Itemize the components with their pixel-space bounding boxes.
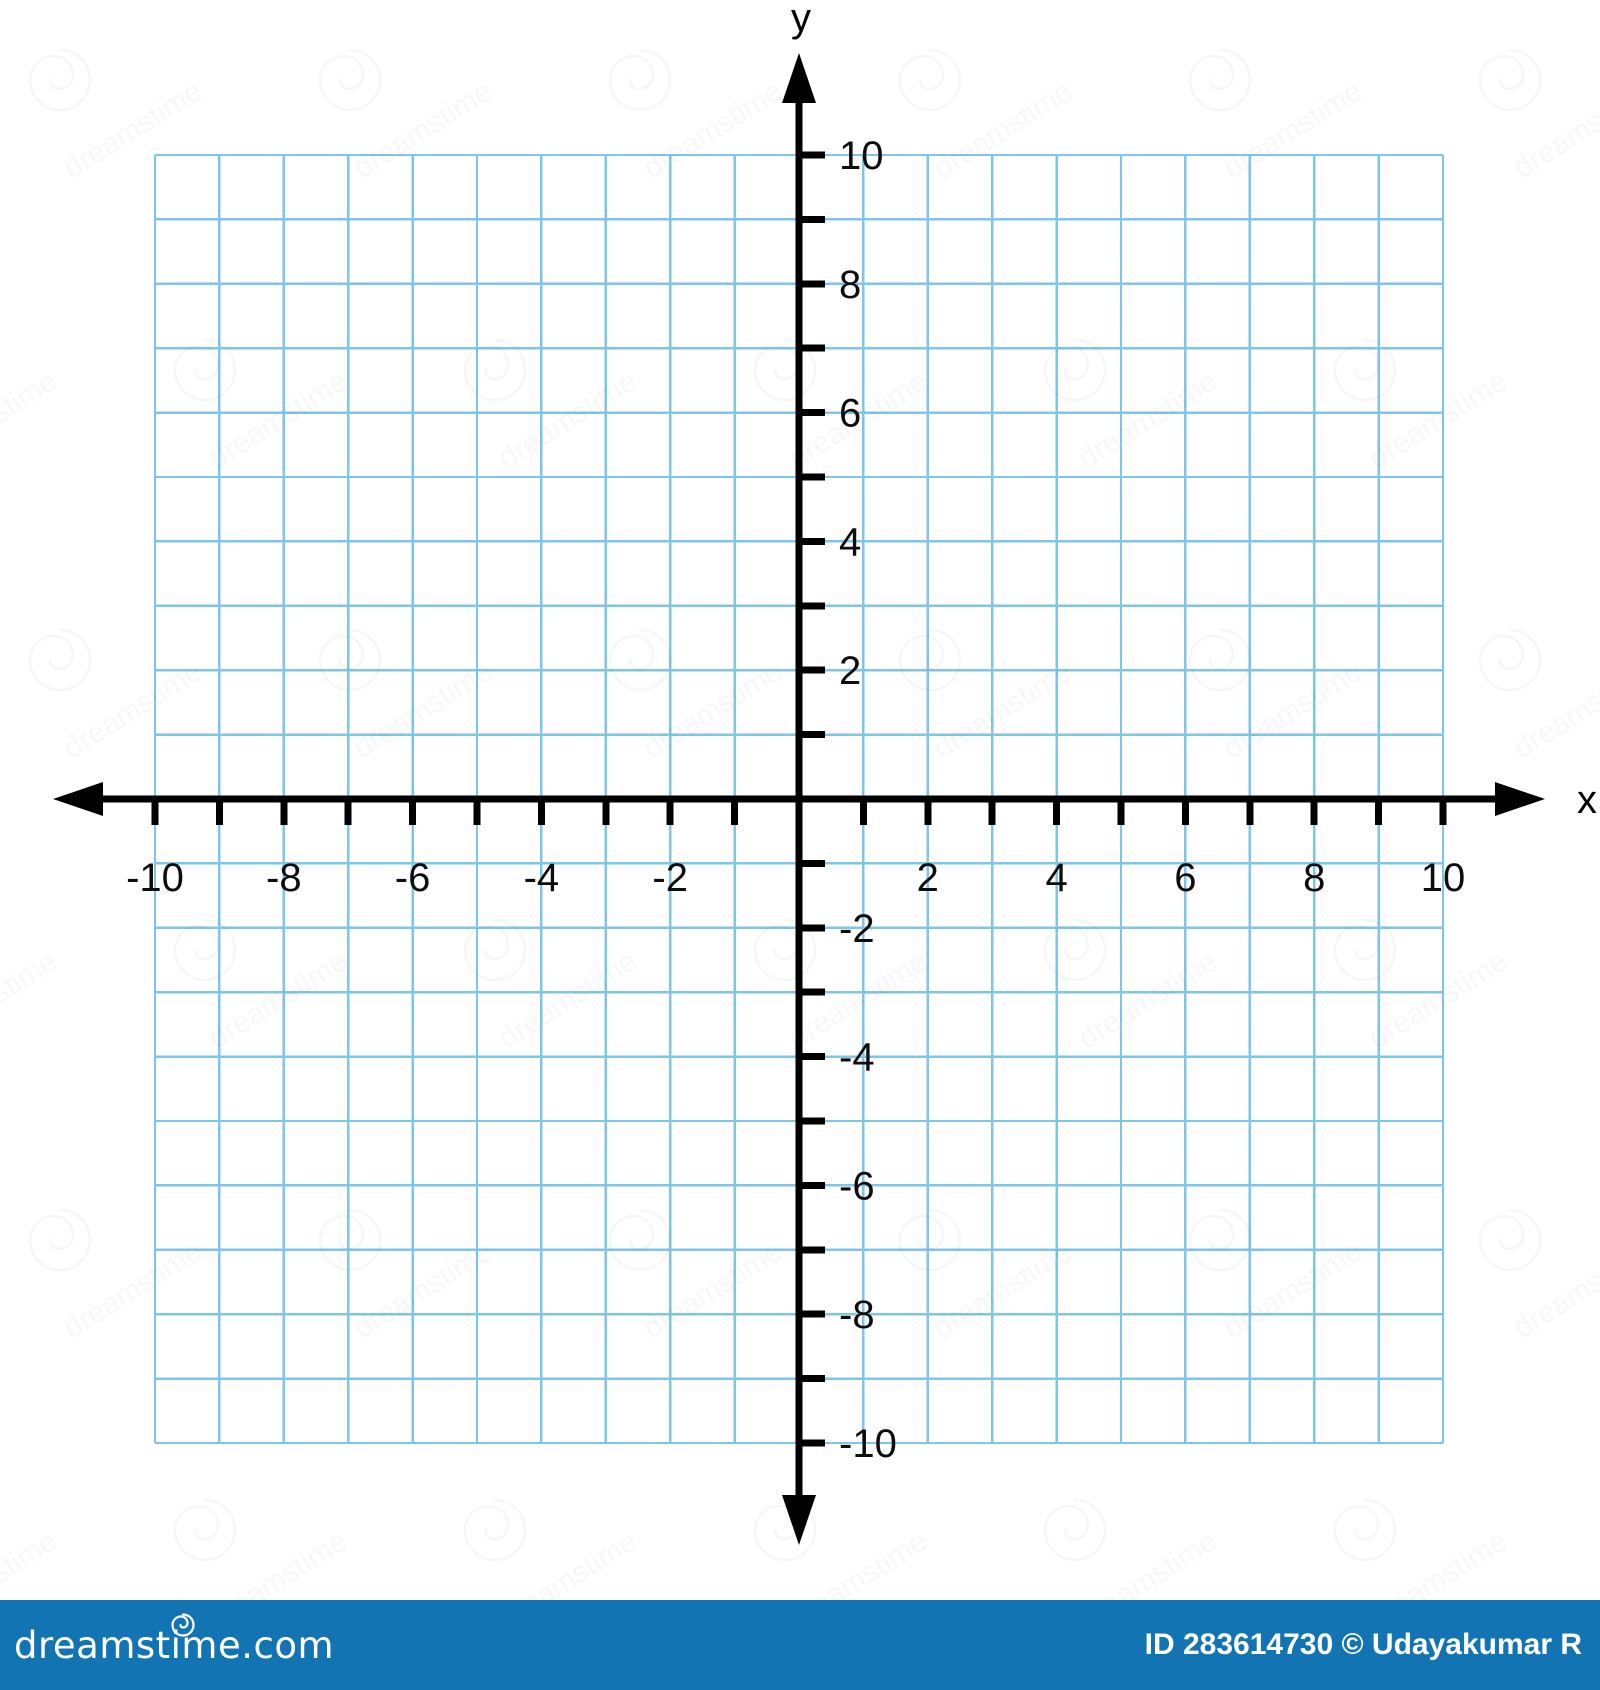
y-tick-label: -2	[839, 906, 875, 951]
y-tick-label: -10	[839, 1422, 897, 1466]
y-axis-arrow-up	[782, 53, 816, 103]
axis-name-labels	[791, 0, 1597, 822]
x-tick-label: 8	[1303, 856, 1326, 900]
stock-photo-footer	[0, 1600, 1600, 1690]
x-axis-arrow-left	[53, 782, 103, 816]
x-tick-label: 2	[916, 856, 939, 900]
y-tick-label: 8	[839, 262, 862, 307]
dreamstime-logo[interactable]	[14, 1620, 334, 1670]
image-credit: ID 283614730 © Udayakumar R	[1144, 1628, 1582, 1661]
y-tick-label: 10	[839, 134, 884, 178]
dreamstime-wordmark: dreamstime.com	[14, 1623, 335, 1667]
spiral-icon	[166, 1608, 200, 1642]
x-tick-label: -8	[266, 856, 302, 900]
y-tick-label: -8	[839, 1293, 875, 1338]
y-tick-label: 4	[839, 520, 862, 565]
y-tick-label: -6	[839, 1164, 875, 1209]
y-axis-label: y	[791, 0, 811, 40]
x-tick-label: 6	[1174, 856, 1197, 900]
y-tick-label: 6	[839, 391, 862, 436]
x-tick-label: -10	[126, 856, 184, 900]
axis-lines	[53, 53, 1545, 1545]
y-tick-label: -4	[839, 1035, 875, 1080]
x-axis-arrow-right	[1495, 782, 1545, 816]
y-axis-arrow-down	[782, 1495, 816, 1545]
x-tick-label: -6	[394, 856, 431, 900]
y-tick-label: 2	[839, 649, 862, 694]
x-axis-label: x	[1577, 778, 1597, 822]
x-tick-label: -2	[652, 856, 688, 900]
x-tick-label: -4	[523, 856, 560, 900]
x-tick-label: 10	[1420, 856, 1466, 900]
x-tick-label: 4	[1045, 856, 1068, 900]
